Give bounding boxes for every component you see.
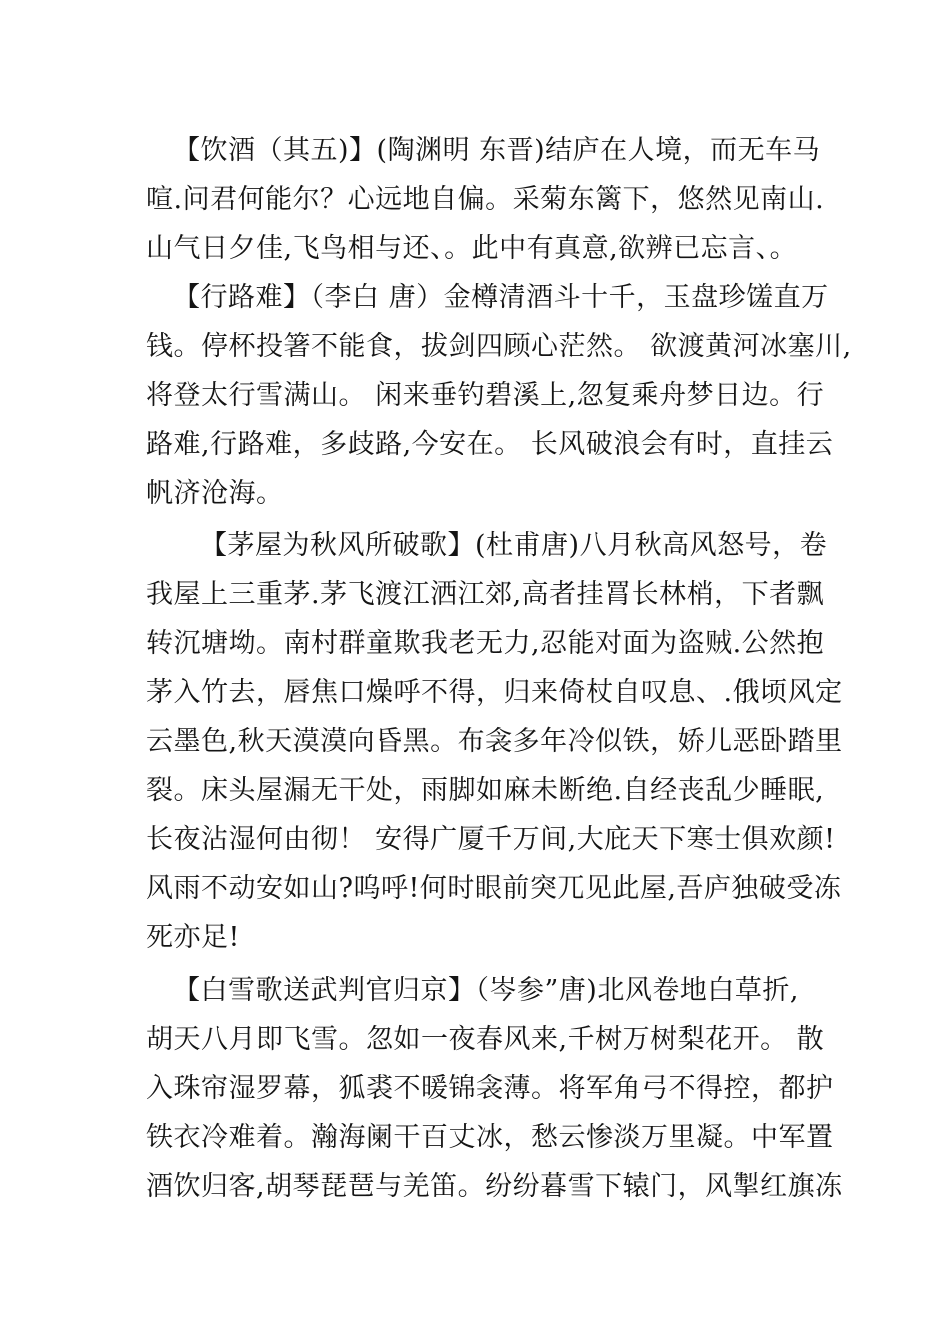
text-line: 帆济沧海。 xyxy=(146,478,284,509)
text-line: 胡天八月即飞雪。忽如一夜春风来,千树万树梨花开。 散 xyxy=(146,1024,825,1055)
text-line: 路难,行路难，多歧路,今安在。 长风破浪会有时，直挂云 xyxy=(146,429,834,460)
text-line: 茅入竹去，唇焦口燥呼不得，归来倚杖自叹息、.俄顷风定 xyxy=(146,677,843,708)
text-line: 转沉塘坳。南村群童欺我老无力,忍能对面为盗贼.公然抱 xyxy=(146,628,825,659)
text-line: 云墨色,秋天漠漠向昏黑。布衾多年冷似铁，娇儿恶卧踏里 xyxy=(146,726,843,757)
text-line: 喧.问君何能尔？心远地自偏。采菊东篱下，悠然见南山. xyxy=(146,184,825,215)
text-line: 【饮酒（其五)】(陶渊明 东晋)结庐在人境，而无车马 xyxy=(173,135,821,166)
text-line: 铁衣冷难着。瀚海阑干百丈冰，愁云惨淡万里凝。中军置 xyxy=(146,1122,834,1153)
text-line: 入珠帘湿罗幕，狐裘不暖锦衾薄。将军角弓不得控，都护 xyxy=(146,1073,834,1104)
text-line: 长夜沾湿何由彻！ 安得广厦千万间,大庇天下寒士俱欢颜! xyxy=(146,824,836,855)
text-line: 山气日夕佳,飞鸟相与还、。此中有真意,欲辨已忘言、。 xyxy=(146,233,798,264)
text-line: 死亦足! xyxy=(146,922,240,953)
text-line: 钱。停杯投箸不能食，拔剑四顾心茫然。 欲渡黄河冰塞川, xyxy=(146,331,852,362)
text-line: 裂。床头屋漏无干处，雨脚如麻未断绝.自经丧乱少睡眠, xyxy=(146,775,825,806)
text-line: 我屋上三重茅.茅飞渡江洒江郊,高者挂罥长林梢，下者飘 xyxy=(146,579,825,610)
text-line: 【行路难】（李白 唐）金樽清酒斗十千，玉盘珍馐直万 xyxy=(173,282,829,313)
text-line: 将登太行雪满山。 闲来垂钓碧溪上,忽复乘舟梦日边。行 xyxy=(146,380,825,411)
text-line: 风雨不动安如山?呜呼!何时眼前突兀见此屋,吾庐独破受冻 xyxy=(146,873,842,904)
text-line: 【白雪歌送武判官归京】（岑参”唐)北风卷地白草折, xyxy=(173,975,799,1006)
text-line: 酒饮归客,胡琴琵琶与羌笛。纷纷暮雪下辕门，风掣红旗冻 xyxy=(146,1171,843,1202)
text-line: 【茅屋为秋风所破歌】(杜甫唐)八月秋高风怒号，卷 xyxy=(200,530,828,561)
